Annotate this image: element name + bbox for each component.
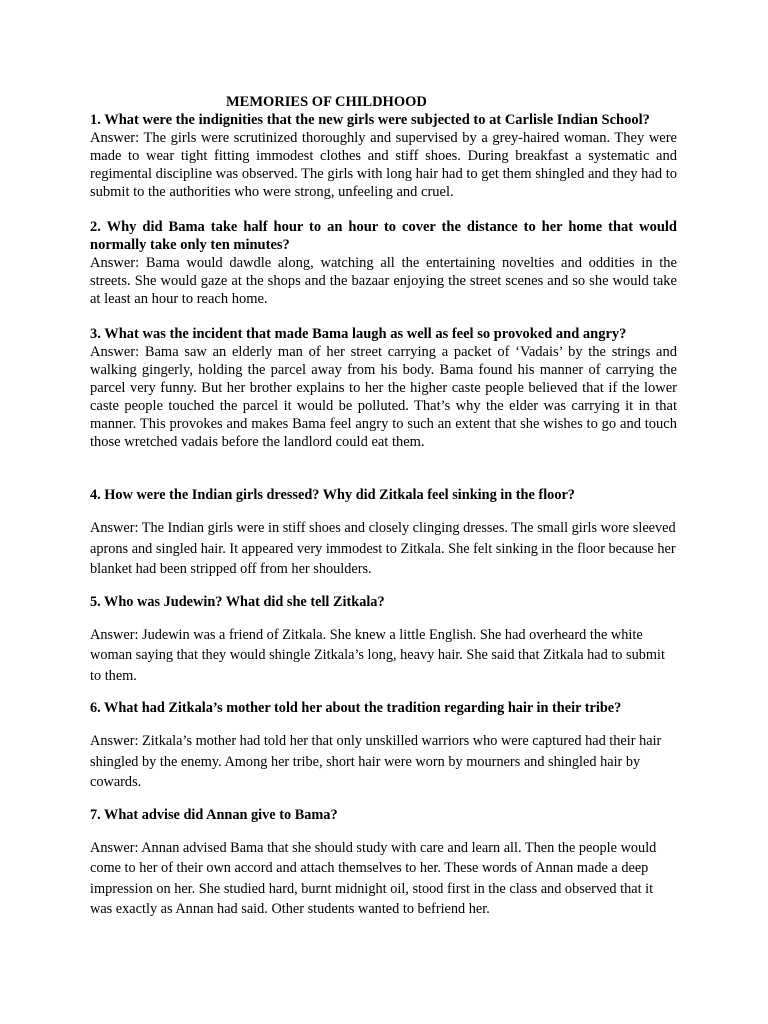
document-page bbox=[90, 93, 677, 920]
answer-4: Answer: The Indian girls were in stiff shoes and closely clinging dresses. The small girls wore sleeved aprons and singled hair. It appeared very immodest to Zitkala. She felt sinking in the floor because her blanket had been stripped off from her shoulders. bbox=[90, 520, 676, 577]
question-4: 4. How were the Indian girls dressed? Why did Zitkala feel sinking in the floor? bbox=[90, 487, 575, 503]
answer-7: Answer: Annan advised Bama that she should study with care and learn all. Then the people would come to her of their own accord and attach themselves to her. These words of Annan made a deep impression on her. She studied hard, burnt midnight oil, stood first in the class and observed that it was exactly as Annan had said. Other students wanted to befriend her. bbox=[90, 839, 657, 917]
question-7: 7. What advise did Annan give to Bama? bbox=[90, 806, 338, 823]
question-1: 1. What were the indignities that the new girls were subjected to at Carlisle Indian School? bbox=[90, 112, 650, 128]
document-title: MEMORIES OF CHILDHOOD bbox=[226, 94, 427, 110]
question-5: 5. Who was Judewin? What did she tell Zitkala? bbox=[90, 593, 385, 610]
answer-2: Answer: Bama would dawdle along, watching all the entertaining novelties and oddities in the streets. She would gaze at the shops and the bazaar enjoying the street scenes and so she would take at least an hour to reach home. bbox=[90, 255, 677, 307]
question-2: 2. Why did Bama take half hour to an hour to cover the distance to her home that would normally take only ten minutes? bbox=[90, 219, 677, 253]
answer-5: Answer: Judewin was a friend of Zitkala. She knew a little English. She had overheard the white woman saying that they would shingle Zitkala’s long, heavy hair. She said that Zitkala had to submit to them. bbox=[90, 626, 665, 684]
question-6: 6. What had Zitkala’s mother told her about the tradition regarding hair in their tribe? bbox=[90, 700, 622, 716]
answer-1: Answer: The girls were scrutinized thoroughly and supervised by a grey-haired woman. They were made to wear tight fitting immodest clothes and stiff shoes. During breakfast a systematic and regimental discipline was observed. The girls with long hair had to get them shingled and they had to submit to the authorities who were strong, unfeeling and cruel. bbox=[90, 130, 677, 200]
question-3: 3. What was the incident that made Bama laugh as well as feel so provoked and angry? bbox=[90, 326, 627, 342]
answer-6: Answer: Zitkala’s mother had told her that only unskilled warriors who were captured had their hair shingled by the enemy. Among her tribe, short hair were worn by mourners and shingled hair by cowards. bbox=[90, 733, 662, 790]
answer-3: Answer: Bama saw an elderly man of her street carrying a packet of ‘Vadais’ by the strings and walking gingerly, holding the parcel away from his body. Bama found his manner of carrying the parcel very funny. But her brother explains to her the higher caste people believed that if the lower caste people touched the parcel it would be polluted. That’s why the elder was carrying it in that manner. This provokes and makes Bama feel angry to such an extent that she wishes to go and touch those wretched vadais before the landlord could eat them. bbox=[90, 344, 677, 450]
